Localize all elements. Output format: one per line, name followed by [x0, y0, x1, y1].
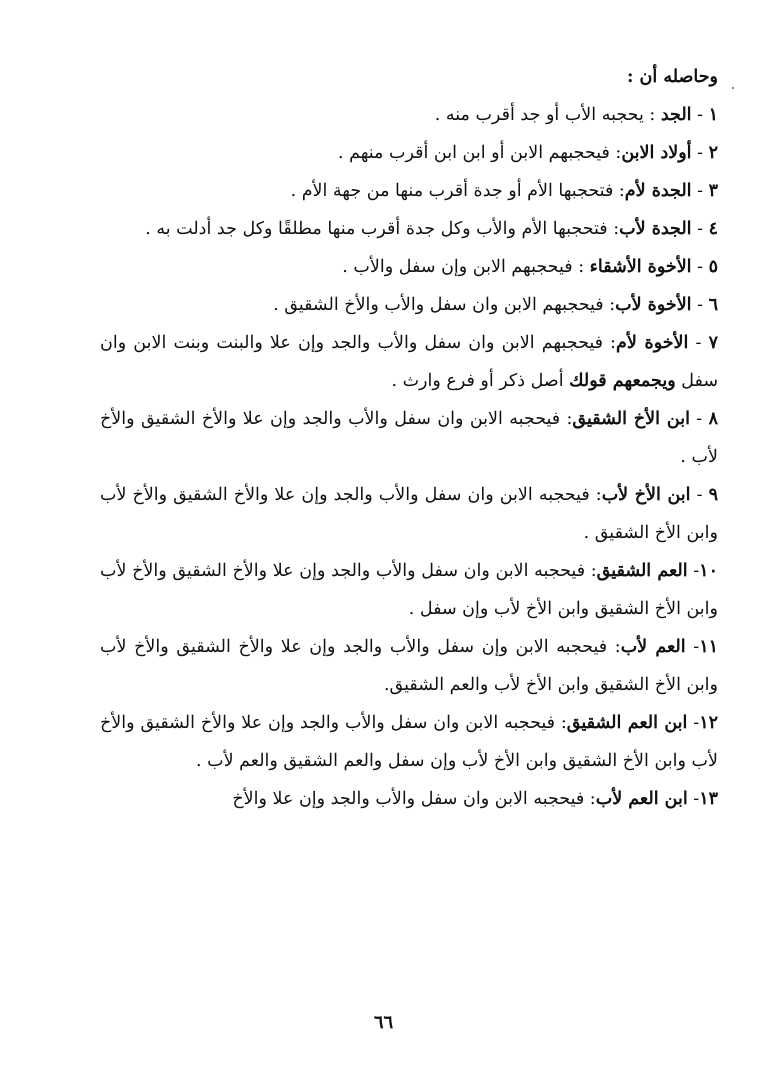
item-text: : فتحجبها الأم والأب وكل جدة أقرب منها مطلقًا وكل جد أدلت به . [145, 219, 620, 239]
item-term: ابن العم لأب [595, 789, 688, 809]
item-text: : فيحجبه الابن وان سفل والأب والجد وإن علا والأخ الشقيق والأخ لأب وابن الأخ الشقيق . [100, 485, 718, 543]
item-term: أولاد الابن [621, 143, 692, 163]
list-item: ٣ - الجدة لأم: فتحجبها الأم أو جدة أقرب منها من جهة الأم . [290, 181, 718, 201]
item-term: ابن العم الشقيق [566, 713, 688, 733]
list-item: ٤ - الجدة لأب: فتحجبها الأم والأب وكل جدة أقرب منها مطلقًا وكل جد أدلت به . [145, 219, 718, 239]
intro-line: وحاصله أن : [627, 67, 718, 87]
item-text: : فيحجبهم الابن وان سفل والأب والأخ الشقيق . [273, 295, 616, 315]
list-item: ٨ - ابن الأخ الشقيق: فيحجبه الابن وان سفل والأب والجد وإن علا والأخ الشقيق والأخ لأب . [100, 409, 718, 467]
item-text-tail: أصل ذكر أو فرع وارث . [391, 371, 570, 391]
item-number: ٢ [708, 143, 718, 163]
item-text: : فيحجبهم الابن أو ابن ابن أقرب منهم . [337, 143, 622, 163]
list-item: ١٢- ابن العم الشقيق: فيحجبه الابن وان سفل والأب والجد وإن علا والأخ الشقيق والأخ لأب وابن الأخ الشقيق وابن الأخ لأب وإن سفل والعم الشقيق والعم لأب . [100, 713, 718, 771]
item-term: الأخوة لأب [615, 295, 692, 315]
item-text: : فيحجبهم الابن وإن سفل والأب . [342, 257, 590, 277]
item-number: ٤ [708, 219, 718, 239]
item-text: : فيحجبه الابن وإن سفل والأب والجد وإن علا والأخ الشقيق والأخ لأب وابن الأخ الشقيق وابن الأخ لأب والعم الشقيق. [100, 637, 718, 695]
item-text: : فيحجبه الابن وان سفل والأب والجد وإن علا والأخ الشقيق والأخ لأب وابن الأخ الشقيق وابن الأخ لأب وإن سفل . [100, 561, 718, 619]
item-number: ٣ [708, 181, 718, 201]
list-item: ١ - الجد : يحجبه الأب أو جد أقرب منه . [434, 105, 718, 125]
list-item: ٩ - ابن الأخ لأب: فيحجبه الابن وان سفل والأب والجد وإن علا والأخ الشقيق والأخ لأب وابن الأخ الشقيق . [100, 485, 718, 543]
item-text: : فيحجبهم الابن وان سفل والأب والجد وإن علا والبنت وبنت الابن وان سفل [100, 333, 718, 391]
item-number: ٨ [708, 409, 718, 429]
item-number: ١٢ [699, 713, 718, 733]
item-term: ابن الأخ لأب [601, 485, 691, 505]
item-number: ١٠ [699, 561, 718, 581]
item-number: ٩ [708, 485, 718, 505]
item-text: : فيحجبه الابن وان سفل والأب والجد وإن علا والأخ الشقيق والأخ لأب . [100, 409, 718, 467]
item-term: الجد [660, 105, 692, 125]
list-item: ١١- العم لأب: فيحجبه الابن وإن سفل والأب والجد وإن علا والأخ الشقيق والأخ لأب وابن الأخ الشقيق وابن الأخ لأب والعم الشقيق. [100, 637, 718, 695]
item-term: الأخوة الأشقاء [589, 257, 692, 277]
item-number: ١ [708, 105, 718, 125]
list-item: ٢ - أولاد الابن: فيحجبهم الابن أو ابن ابن أقرب منهم . [337, 143, 718, 163]
scan-speck [732, 87, 734, 89]
item-term: ابن الأخ الشقيق [572, 409, 690, 429]
item-text: : فتحجبها الأم أو جدة أقرب منها من جهة الأم . [290, 181, 625, 201]
item-text: : فيحجبه الابن وان سفل والأب والجد وإن علا والأخ [232, 789, 596, 809]
item-term: العم الشقيق [596, 561, 688, 581]
item-number: ٧ [708, 333, 718, 353]
list-item: ٦ - الأخوة لأب: فيحجبهم الابن وان سفل والأب والأخ الشقيق . [273, 295, 718, 315]
item-term: الجدة لأم [624, 181, 692, 201]
item-bold-phrase: ويجمعهم قولك [569, 371, 676, 391]
list-item: ٧ - الأخوة لأم: فيحجبهم الابن وان سفل والأب والجد وإن علا والبنت وبنت الابن وان سفل ويجمعهم قولك أصل ذكر أو فرع وارث . [100, 333, 718, 391]
item-text: : يحجبه الأب أو جد أقرب منه . [434, 105, 661, 125]
list-item: ٥ - الأخوة الأشقاء : فيحجبهم الابن وإن سفل والأب . [342, 257, 718, 277]
page-number: ٦٦ [373, 1012, 394, 1033]
item-number: ٦ [708, 295, 718, 315]
item-term: العم لأب [620, 637, 686, 657]
item-number: ١٣ [699, 789, 718, 809]
page-body [100, 58, 718, 818]
item-text: : فيحجبه الابن وان سفل والأب والجد وإن علا والأخ الشقيق والأخ لأب وابن الأخ الشقيق وابن الأخ لأب وإن سفل والعم الشقيق والعم لأب . [100, 713, 718, 771]
list-item: ١٠- العم الشقيق: فيحجبه الابن وان سفل والأب والجد وإن علا والأخ الشقيق والأخ لأب وابن الأخ الشقيق وابن الأخ لأب وإن سفل . [100, 561, 718, 619]
item-term: الأخوة لأم [616, 333, 689, 353]
item-term: الجدة لأب [619, 219, 692, 239]
list-item: ١٣- ابن العم لأب: فيحجبه الابن وان سفل والأب والجد وإن علا والأخ [232, 789, 718, 809]
item-number: ١١ [699, 637, 718, 657]
item-number: ٥ [708, 257, 718, 277]
